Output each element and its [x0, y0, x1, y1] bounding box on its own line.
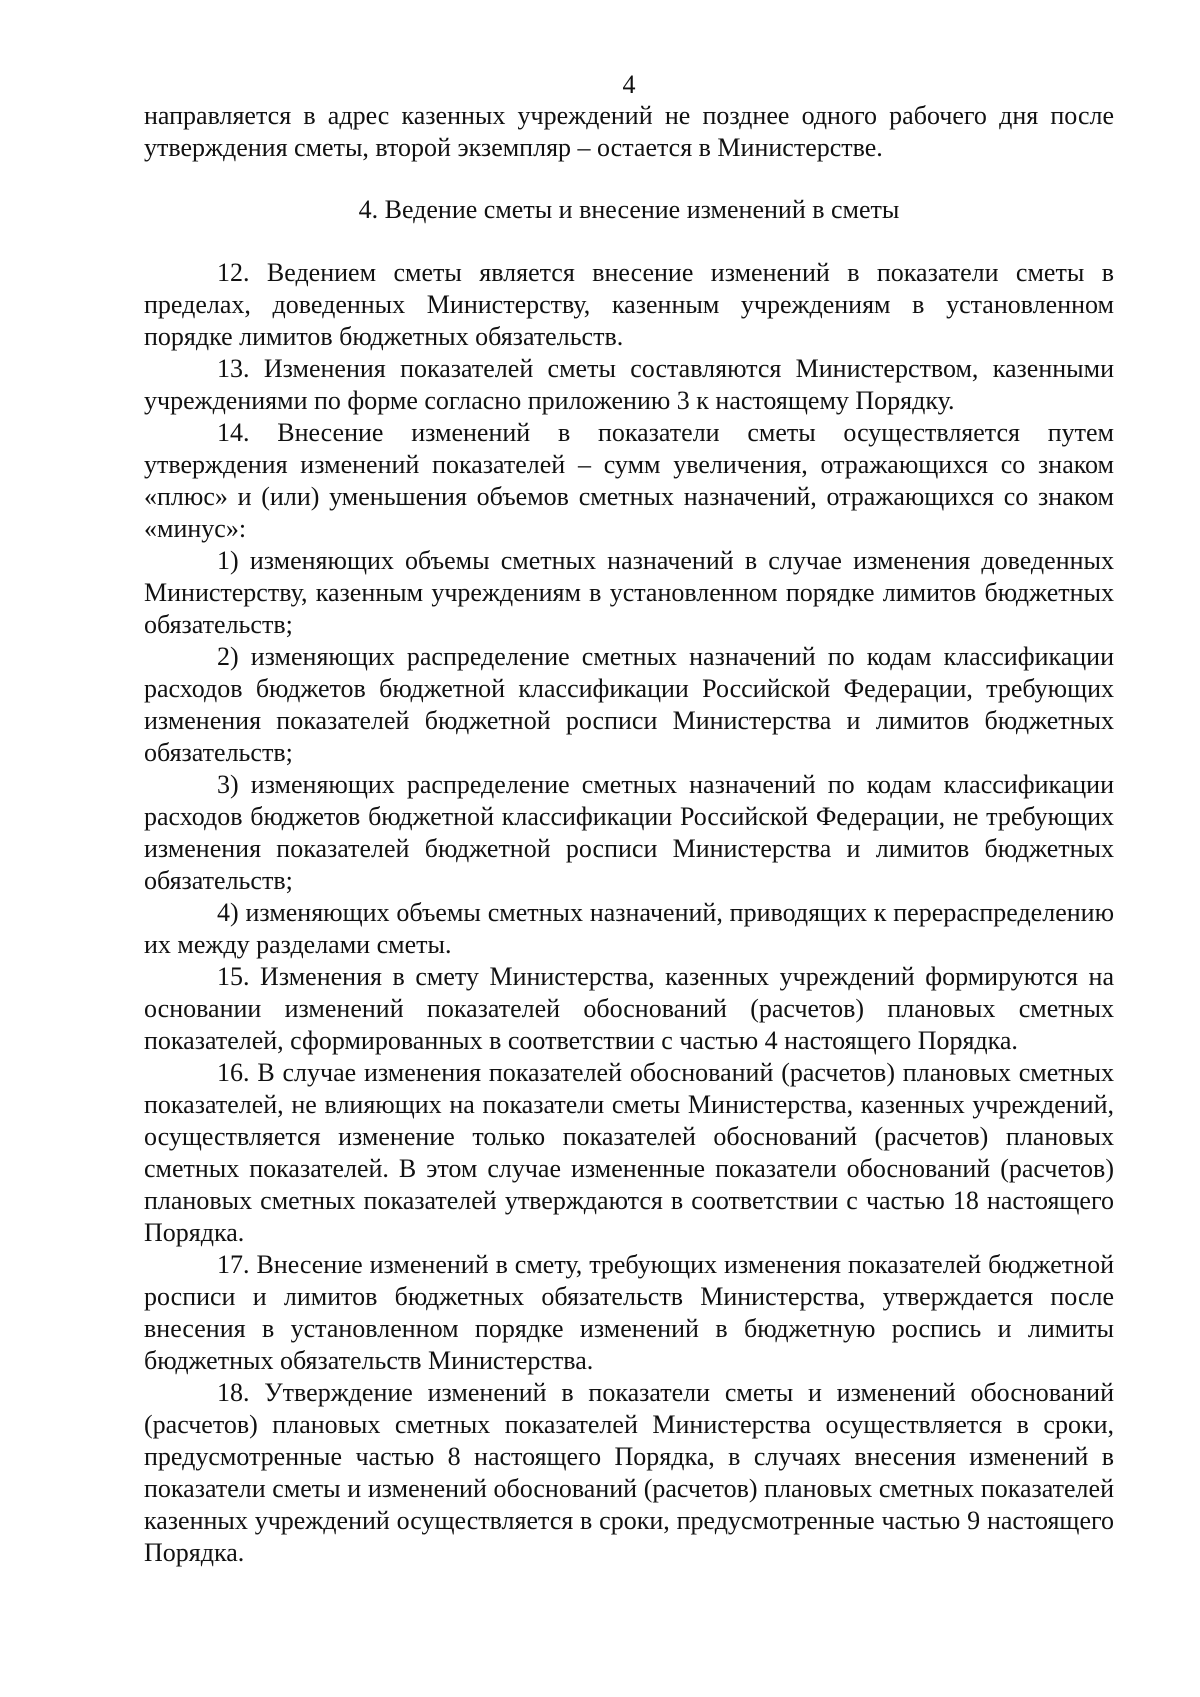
section-heading: 4. Ведение сметы и внесение изменений в сметы [358, 195, 900, 224]
paragraph-16: 16. В случае изменения показателей обоснований (расчетов) плановых сметных показателей, не влияющих на показатели сметы Министерства, казенных учреждений, осуществляется изменение только показателей обоснований (расчетов) плановых сметных показателей. В этом случае измененные показатели обоснований (расчетов) плановых сметных показателей утверждаются в соответствии с частью 18 настоящего Порядка. [144, 1058, 1114, 1247]
list-item-3: 3) изменяющих распределение сметных назначений по кодам классификации расходов бюджетов бюджетной классификации Российской Федерации, не требующих изменения показателей бюджетной росписи Министерства и лимитов бюджетных обязательств; [144, 770, 1114, 895]
list-item-4: 4) изменяющих объемы сметных назначений, приводящих к перераспределению их между разделами сметы. [144, 898, 1114, 959]
page-number: 4 [622, 70, 636, 99]
document-page [144, 70, 1114, 1569]
paragraph-12: 12. Ведением сметы является внесение изменений в показатели сметы в пределах, доведенных Министерству, казенным учреждениям в установленном порядке лимитов бюджетных обязательств. [144, 258, 1114, 351]
list-item-2: 2) изменяющих распределение сметных назначений по кодам классификации расходов бюджетов бюджетной классификации Российской Федерации, требующих изменения показателей бюджетной росписи Министерства и лимитов бюджетных обязательств; [144, 642, 1114, 767]
paragraph-17: 17. Внесение изменений в смету, требующих изменения показателей бюджетной росписи и лимитов бюджетных обязательств Министерства, утверждается после внесения в установленном порядке изменений в бюджетную роспись и лимиты бюджетных обязательств Министерства. [144, 1250, 1114, 1375]
paragraph-15: 15. Изменения в смету Министерства, казенных учреждений формируются на основании изменений показателей обоснований (расчетов) плановых сметных показателей, сформированных в соответствии с частью 4 настоящего Порядка. [144, 962, 1114, 1055]
list-item-1: 1) изменяющих объемы сметных назначений в случае изменения доведенных Министерству, казенным учреждениям в установленном порядке лимитов бюджетных обязательств; [144, 546, 1114, 639]
paragraph-14: 14. Внесение изменений в показатели сметы осуществляется путем утверждения изменений показателей – сумм увеличения, отражающихся со знаком «плюс» и (или) уменьшения объемов сметных назначений, отражающихся со знаком «минус»: [144, 418, 1114, 543]
paragraph-18: 18. Утверждение изменений в показатели сметы и изменений обоснований (расчетов) плановых сметных показателей Министерства осуществляется в сроки, предусмотренные частью 8 настоящего Порядка, в случаях внесения изменений в показатели сметы и изменений обоснований (расчетов) плановых сметных показателей казенных учреждений осуществляется в сроки, предусмотренные частью 9 настоящего Порядка. [144, 1378, 1114, 1567]
paragraph-13: 13. Изменения показателей сметы составляются Министерством, казенными учреждениями по форме согласно приложению 3 к настоящему Порядку. [144, 354, 1114, 415]
intro-paragraph: направляется в адрес казенных учреждений не позднее одного рабочего дня после утверждения сметы, второй экземпляр – остается в Министерстве. [144, 101, 1114, 162]
